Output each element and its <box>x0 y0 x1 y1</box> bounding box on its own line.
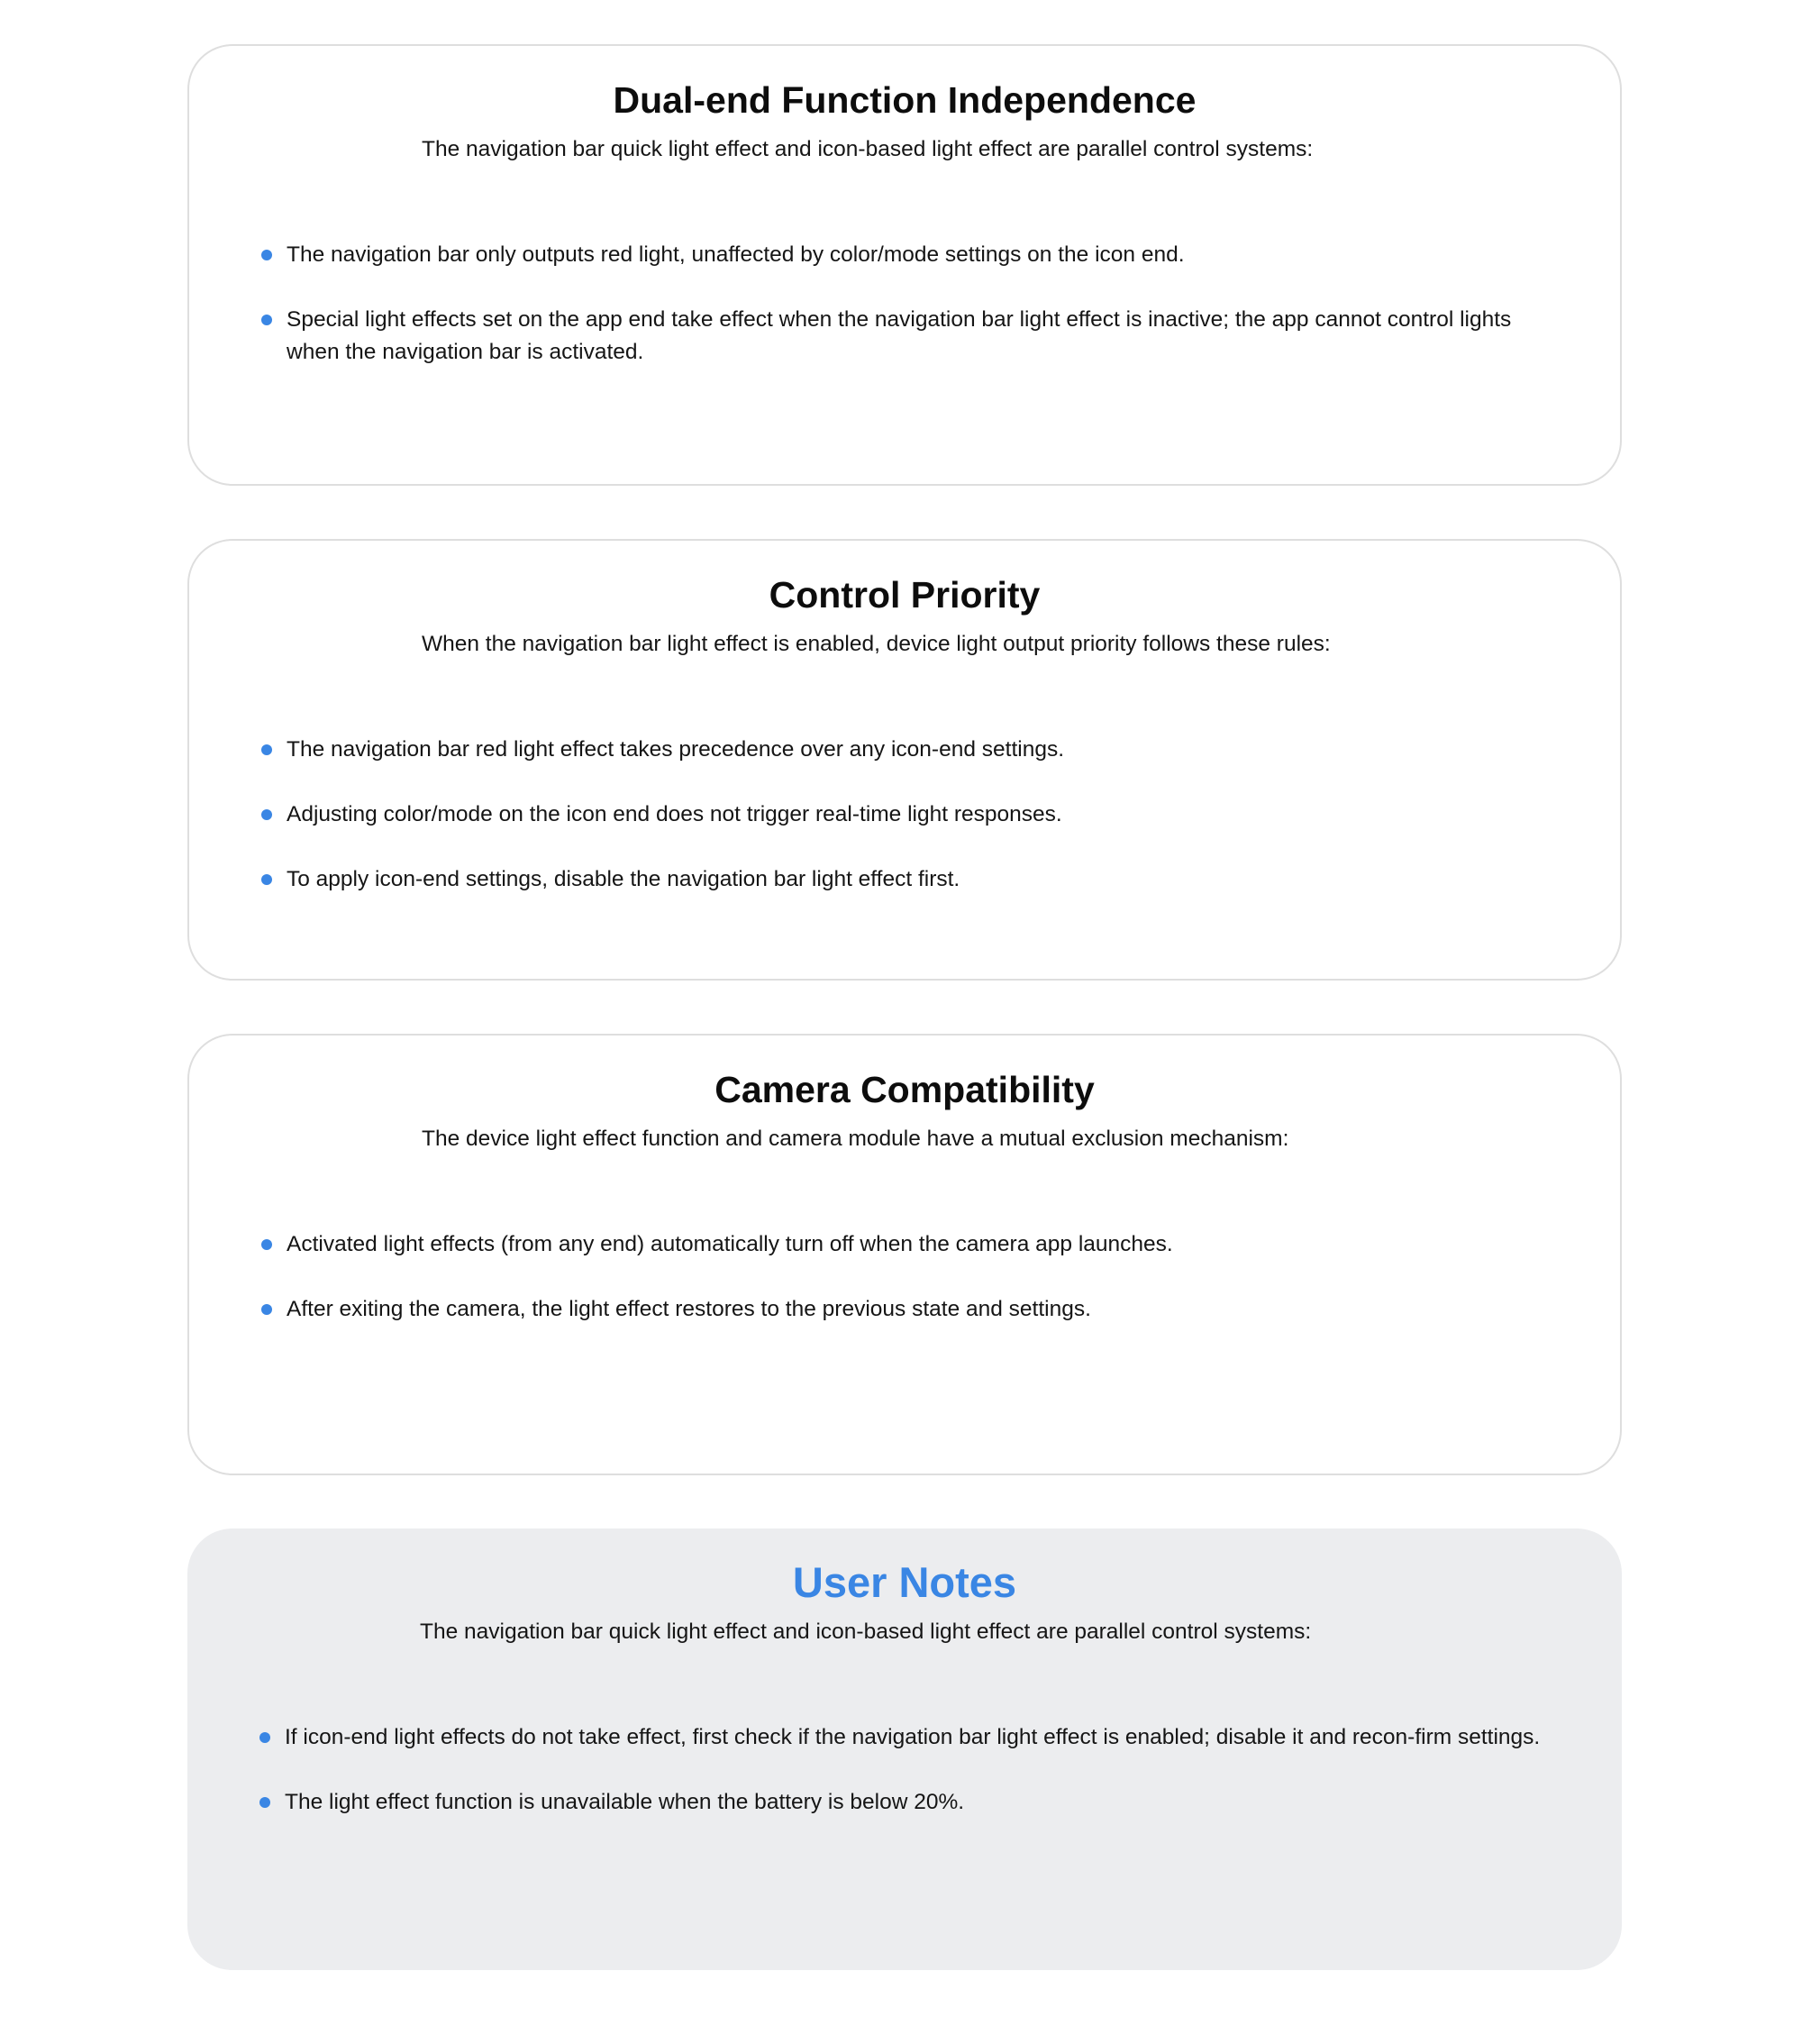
list-item-text: Adjusting color/mode on the icon end does not trigger real-time light responses. <box>287 802 1062 826</box>
list-item <box>285 1721 1559 1754</box>
bullet-dot-icon <box>261 809 272 820</box>
section-card-dual-end <box>187 44 1622 486</box>
user-notes-title: User Notes <box>792 1558 1017 1606</box>
bullet-list <box>287 1228 1557 1358</box>
bullet-list <box>285 1721 1559 1851</box>
list-item-text: The navigation bar only outputs red light, unaffected by color/mode settings on the icon end. <box>287 242 1185 267</box>
list-item <box>287 734 1557 766</box>
bullet-dot-icon <box>261 744 272 755</box>
bullet-list <box>287 239 1557 401</box>
bullet-dot-icon <box>259 1797 270 1808</box>
list-item-text: After exiting the camera, the light effect restores to the previous state and settings. <box>287 1297 1091 1321</box>
section-intro: The device light effect function and camera module have a mutual exclusion mechanism: <box>422 1127 1289 1151</box>
section-intro: When the navigation bar light effect is enabled, device light output priority follows these rules: <box>422 632 1331 656</box>
bullet-dot-icon <box>261 1304 272 1315</box>
list-item <box>287 239 1557 271</box>
section-title: Dual-end Function Independence <box>613 79 1197 121</box>
section-intro: The navigation bar quick light effect and icon-based light effect are parallel control systems: <box>422 137 1314 161</box>
bullet-dot-icon <box>261 250 272 260</box>
list-item-text: The navigation bar red light effect takes precedence over any icon-end settings. <box>287 737 1065 762</box>
bullet-dot-icon <box>261 1239 272 1250</box>
section-title: Camera Compatibility <box>714 1069 1095 1110</box>
user-notes-card <box>187 1528 1622 1970</box>
section-card-camera-compatibility <box>187 1034 1622 1475</box>
list-item-text: Special light effects set on the app end take effect when the navigation bar light effect is inactive; the app cannot control lights when the navigation bar is activated. <box>287 307 1512 364</box>
list-item <box>285 1786 1559 1819</box>
list-item <box>287 798 1557 831</box>
list-item-text: Activated light effects (from any end) automatically turn off when the camera app launches. <box>287 1232 1173 1256</box>
list-item-text: To apply icon-end settings, disable the navigation bar light effect first. <box>287 867 960 891</box>
list-item <box>287 1293 1557 1326</box>
list-item <box>287 863 1557 896</box>
bullet-dot-icon <box>261 315 272 325</box>
section-title: Control Priority <box>769 574 1041 616</box>
bullet-dot-icon <box>261 874 272 885</box>
bullet-dot-icon <box>259 1732 270 1743</box>
section-card-control-priority <box>187 539 1622 981</box>
list-item-text: If icon-end light effects do not take effect, first check if the navigation bar light effect is enabled; disable it and recon-firm settings. <box>285 1725 1541 1749</box>
bullet-list <box>287 734 1557 928</box>
list-item-text: The light effect function is unavailable when the battery is below 20%. <box>285 1790 965 1814</box>
list-item <box>287 1228 1557 1261</box>
list-item <box>287 304 1557 369</box>
user-notes-intro: The navigation bar quick light effect and icon-based light effect are parallel control systems: <box>420 1620 1312 1644</box>
